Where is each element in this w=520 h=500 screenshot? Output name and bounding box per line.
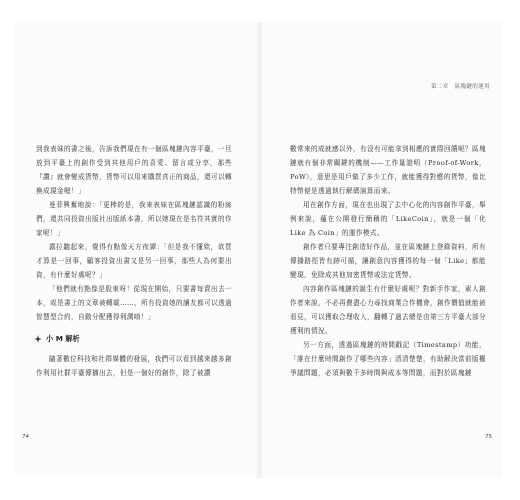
page-number: 74 xyxy=(22,434,29,440)
section-heading xyxy=(34,334,232,344)
right-page xyxy=(262,22,502,478)
page-number: 75 xyxy=(485,434,492,440)
running-header: 第二章 區塊鏈的運用 xyxy=(430,84,490,90)
paragraph: 露拉聽起來，覺得有點像天方夜譚：「但是我不懂欸，欲買才算是一回事，顧客投資出書又是另一回事，那些人為何要出資，有什麼好處呢？」 xyxy=(36,243,232,279)
paragraph: 創作者只要專注創造好作品，並在區塊鏈上登錄資料，所有傳播路徑皆有跡可循，讓創意內容獲得的每一個「Like」都能變現，免除成其他加密貨幣或法定貨幣。 xyxy=(290,243,486,279)
paragraph: 另一方面，透過區塊鏈的時間戳記（Timestamp）功能，「誰在什麼時間創作了哪些內容」清清楚楚，有助解決當前版權爭議問題，必須與數千多時間與成本等問題，而對於區塊鏈 xyxy=(290,341,486,377)
section-heading-label: 小 M 解析 xyxy=(46,334,80,343)
paragraph: 曼菲興奮地說：「更棒的是，我來表妹在區塊鏈認識的粉絲們，還共同投資出版社出版紙本書，所以她現在是名符其實的作家呢！」 xyxy=(36,201,232,237)
right-page-body xyxy=(290,142,486,380)
sparkle-icon xyxy=(34,335,42,343)
left-page xyxy=(14,22,254,478)
left-page-body xyxy=(36,142,232,380)
paragraph: 內容創作區塊鏈的誕生有什麼好處呢？對新手作家，素人創作者來說，不必再費盡心力尋找商業合作機會，創作價值就能被看見，可以獲取合理收入，翻轉了過去總是由第三方平臺大部分獲利的情況。 xyxy=(290,285,486,335)
paragraph: 隨著數位科技和社群媒體的發展，我們可以看到越來越多創作利用社群平臺傳播出去，但是一個好的創作，除了被讚 xyxy=(36,355,232,377)
paragraph: 「他們就有點像是股東呀！從現在開始，只要書每賣出去一本，或是書上的文章被轉載……，所有投資她的讀友都可以透過智慧型合約，自動分配獲得利潤唷！」 xyxy=(36,285,232,321)
paragraph: 用在創作方面，現在也出現了去中心化的內容創作平臺，舉例來說，蘊在公開發行簡稱的「LikeCoin」，就是一個「化 Like 為 Coin」的運作模式。 xyxy=(290,201,486,237)
paragraph: 數常來的成就感以外，有沒有可能拿到相應的實際回饋呢？區塊鏈就有個非常關鍵的機制——工作量證明（Proof-of-Work，PoW），意思是用戶做了多少工作，就能獲得對應的貨幣，像比特幣便是透過執行解碼演算而來。 xyxy=(290,145,486,195)
paragraph: 到我表妹的書之後，告訴我們現在有一個區塊鏈內容平臺，一旦放到平臺上的創作受到其他用戶的喜愛、留言或分享，那些『讚』就會變成貨幣，貨幣可以用來購買真正的商品，還可以轉換成現金喔！」 xyxy=(36,145,232,195)
